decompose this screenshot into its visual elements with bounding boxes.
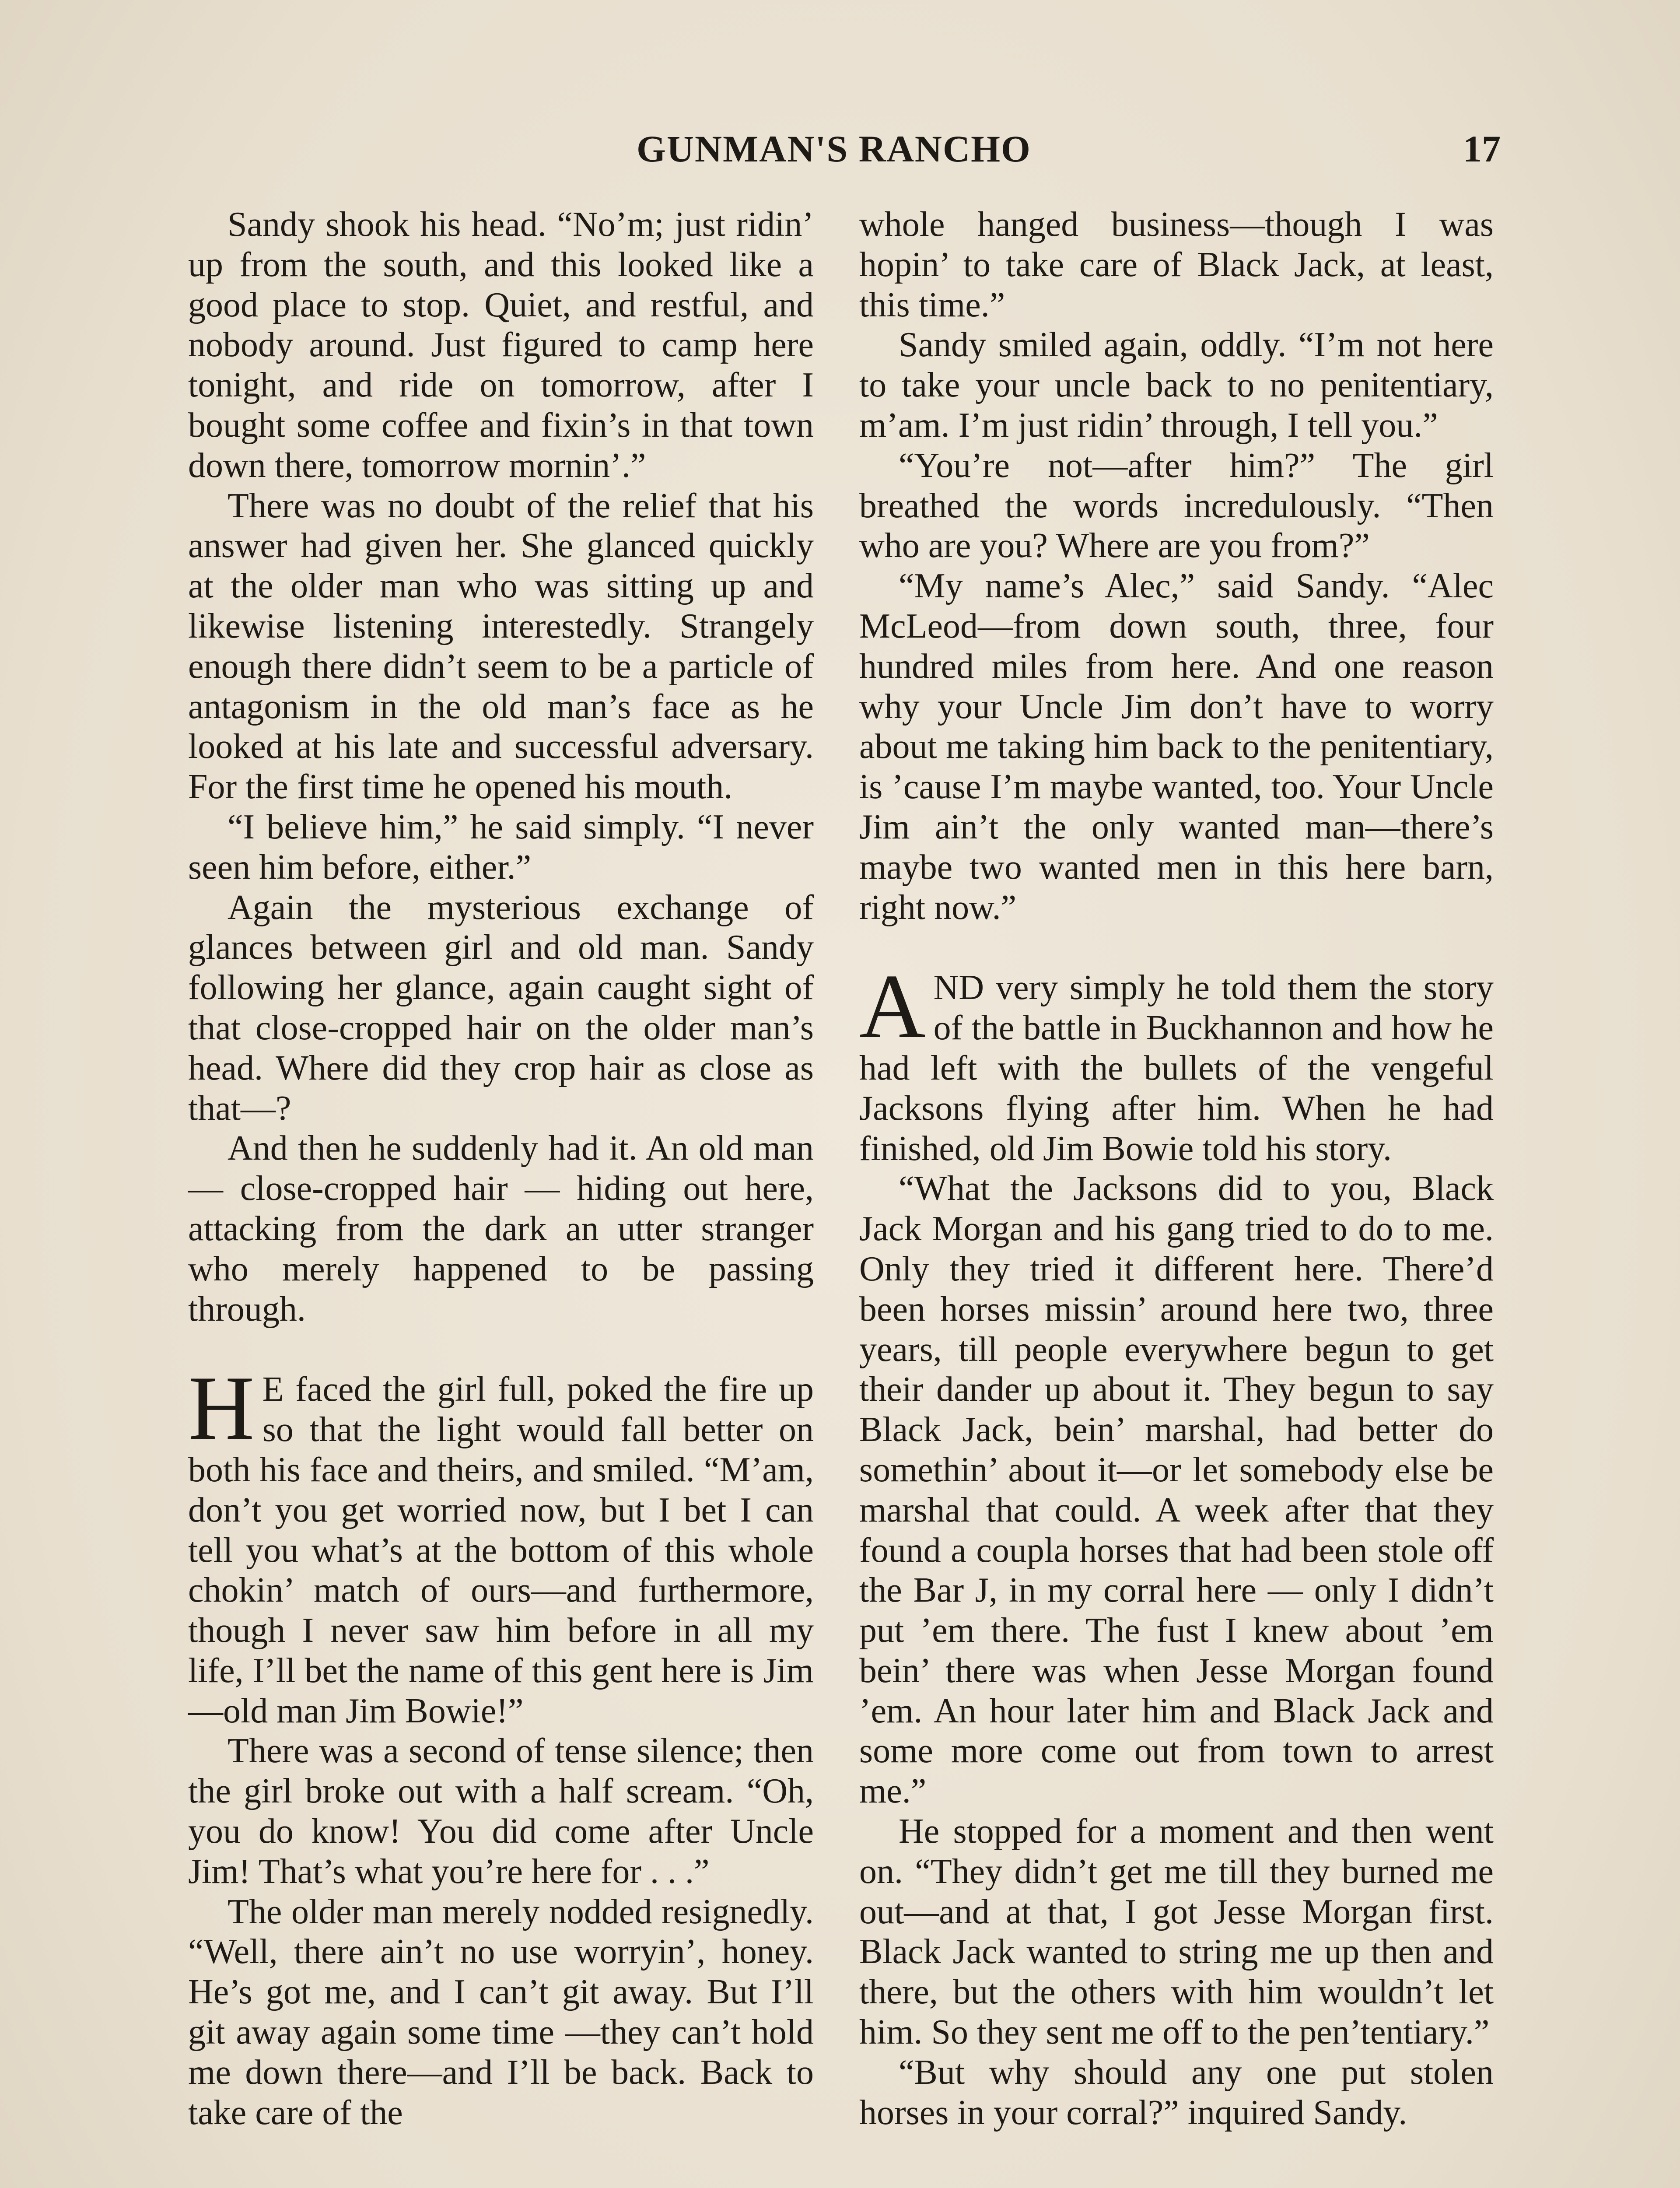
paragraph: He stopped for a moment and then went on. “They didn’t get me till they burned me out—and at that, I got Jesse Morgan first. Black Jack wanted to string me up then and there, but the others with him wouldn’t let him. So they sent me off to the pen’tentiary.” <box>859 1812 1494 2052</box>
paragraph: Sandy smiled again, oddly. “I’m not here to take your uncle back to no penitentiary, m’am. I’m just ridin’ through, I tell you.” <box>859 326 1494 445</box>
left-column <box>188 205 814 2133</box>
running-title: GUNMAN'S RANCHO <box>637 128 1031 170</box>
paragraph: There was a second of tense silence; then the girl broke out with a half scream. “Oh, you do know! You did come after Uncle Jim! That’s what you’re here for . . .” <box>188 1732 814 1891</box>
dropcap-paragraph-text: E faced the girl full, poked the fire up so that the light would fall better on both his face and theirs, and smiled. “M’am, don’t you get worried now, but I bet I can tell you what’s at the bottom of this whole chokin’ match of ours—and furthermore, though I never saw him before in all my life, I’ll bet the name of this gent here is Jim—old man Jim Bowie!” <box>188 1370 814 1730</box>
paragraph: And then he suddenly had it. An old man — close-cropped hair — hiding out here, attacking from the dark an utter stranger who merely happened to be passing through. <box>188 1129 814 1329</box>
paragraph: “What the Jacksons did to you, Black Jack Morgan and his gang tried to do to me. Only they tried it different here. There’d been horses missin’ around here two, three years, till people everywhere begun to get their dander up about it. They begun to say Black Jack, bein’ marshal, had better do somethin’ about it—or let somebody else be marshal that could. A week after that they found a coupla horses that had been stole off the Bar J, in my corral here — only I didn’t put ’em there. The fust I knew about ’em bein’ there was when Jesse Morgan found ’em. An hour later him and Black Jack and some more come out from town to arrest me.” <box>859 1169 1494 1811</box>
paragraph: Sandy shook his head. “No’m; just ridin’ up from the south, and this looked like a good place to stop. Quiet, and restful, and nobody around. Just figured to camp here tonight, and ride on tomorrow, after I bought some coffee and fixin’s in that town down there, tomorrow mornin’.” <box>188 205 814 485</box>
paragraph: “But why should any one put stolen horses in your corral?” inquired Sandy. <box>859 2053 1494 2132</box>
drop-cap: A <box>859 956 926 1058</box>
paragraph: There was no doubt of the relief that his answer had given her. She glanced quickly at the older man who was sitting up and likewise listening interestedly. Strangely enough there didn’t seem to be a particle of antagonism in the old man’s face as he looked at his late and successful adversary. For the first time he opened his mouth. <box>188 486 814 806</box>
page-number: 17 <box>1463 128 1501 170</box>
right-column <box>859 205 1494 2133</box>
dropcap-paragraph <box>188 1357 814 1731</box>
page-header <box>188 127 1501 179</box>
paragraph: “You’re not—after him?” The girl breathed the words incredulously. “Then who are you? Where are you from?” <box>859 446 1494 565</box>
dropcap-paragraph-text: ND very simply he told them the story of the battle in Buckhannon and how he had left with the bullets of the vengeful Jacksons flying after him. When he had finished, old Jim Bowie told his story. <box>859 968 1494 1168</box>
drop-cap: H <box>188 1357 255 1459</box>
paragraph: The older man merely nodded resignedly. “Well, there ain’t no use worryin’, honey. He’s got me, and I can’t git away. But I’ll git away again some time —they can’t hold me down there—and I’ll be back. Back to take care of the <box>188 1892 814 2132</box>
paragraph: Again the mysterious exchange of glances between girl and old man. Sandy following her glance, again caught sight of that close-cropped hair on the older man’s head. Where did they crop hair as close as that—? <box>188 888 814 1128</box>
paragraph: “My name’s Alec,” said Sandy. “Alec McLeod—from down south, three, four hundred miles from here. And one reason why your Uncle Jim don’t have to worry about me taking him back to the penitentiary, is ’cause I’m maybe wanted, too. Your Uncle Jim ain’t the only wanted man—there’s maybe two wanted men in this here barn, right now.” <box>859 567 1494 927</box>
paragraph-continued: whole hanged business—though I was hopin’ to take care of Black Jack, at least, this time.” <box>859 205 1494 324</box>
paragraph: “I believe him,” he said simply. “I never seen him before, either.” <box>188 807 814 887</box>
dropcap-paragraph <box>859 956 1494 1169</box>
